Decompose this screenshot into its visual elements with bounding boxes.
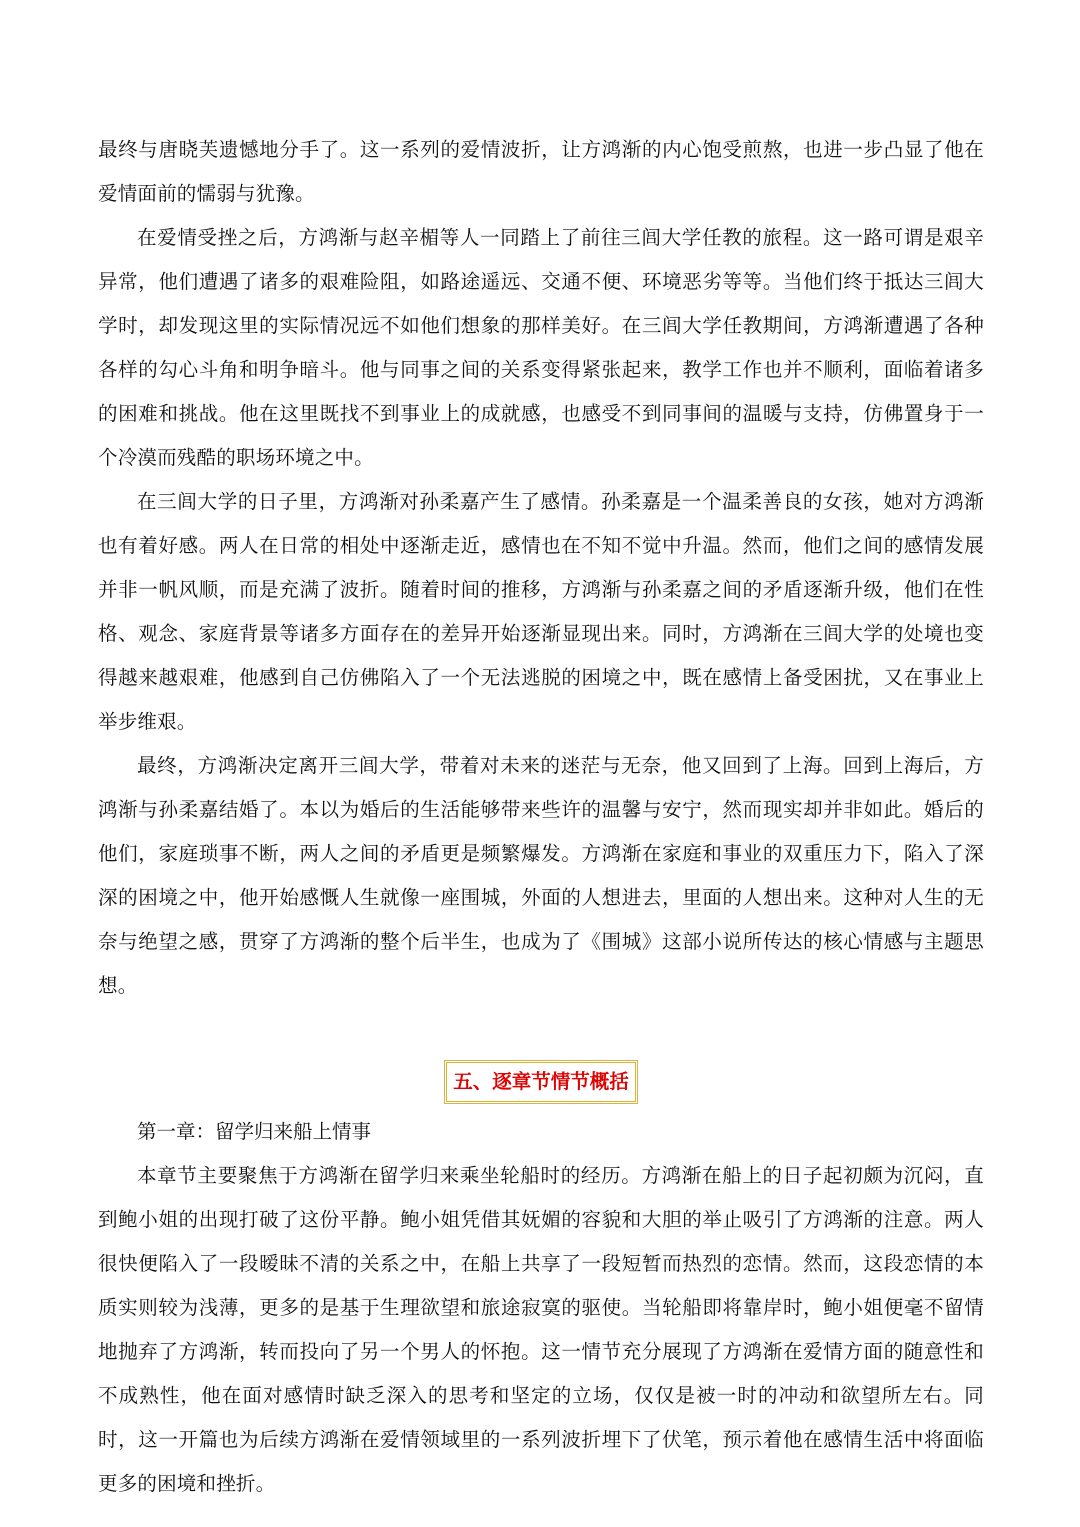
paragraph: 在爱情受挫之后，方鸿渐与赵辛楣等人一同踏上了前往三闾大学任教的旅程。这一路可谓是艰辛异常，他们遭遇了诸多的艰难险阻，如路途遥远、交通不便、环境恶劣等等。当他们终于抵达三闾大学时，却发现这里的实际情况远不如他们想象的那样美好。在三闾大学任教期间，方鸿渐遭遇了各种各样的勾心斗角和明争暗斗。他与同事之间的关系变得紧张起来，教学工作也并不顺利，面临着诸多的困难和挑战。他在这里既找不到事业上的成就感，也感受不到同事间的温暖与支持，仿佛置身于一个冷漠而残酷的职场环境之中。 bbox=[98, 226, 984, 469]
document-page bbox=[98, 128, 984, 1506]
section-heading: 五、逐章节情节概括 bbox=[444, 1060, 638, 1104]
chapter-title: 第一章：留学归来船上情事 bbox=[137, 1120, 372, 1143]
chapter-paragraph: 本章节主要聚焦于方鸿渐在留学归来乘坐轮船时的经历。方鸿渐在船上的日子起初颇为沉闷，直到鲍小姐的出现打破了这份平静。鲍小姐凭借其妩媚的容貌和大胆的举止吸引了方鸿渐的注意。两人很快便陷入了一段暧昧不清的关系之中，在船上共享了一段短暂而热烈的恋情。然而，这段恋情的本质实则较为浅薄，更多的是基于生理欲望和旅途寂寞的驱使。当轮船即将靠岸时，鲍小姐便毫不留情地抛弃了方鸿渐，转而投向了另一个男人的怀抱。这一情节充分展现了方鸿渐在爱情方面的随意性和不成熟性，他在面对感情时缺乏深入的思考和坚定的立场，仅仅是被一时的冲动和欲望所左右。同时，这一开篇也为后续方鸿渐在爱情领域里的一系列波折埋下了伏笔，预示着他在感情生活中将面临更多的困境和挫折。 bbox=[98, 1164, 984, 1495]
paragraph: 最终，方鸿渐决定离开三闾大学，带着对未来的迷茫与无奈，他又回到了上海。回到上海后，方鸿渐与孙柔嘉结婚了。本以为婚后的生活能够带来些许的温馨与安宁，然而现实却并非如此。婚后的他们，家庭琐事不断，两人之间的矛盾更是频繁爆发。方鸿渐在家庭和事业的双重压力下，陷入了深深的困境之中，他开始感慨人生就像一座围城，外面的人想进去，里面的人想出来。这种对人生的无奈与绝望之感，贯穿了方鸿渐的整个后半生，也成为了《围城》这部小说所传达的核心情感与主题思想。 bbox=[98, 754, 984, 997]
paragraph-continuation: 最终与唐晓芙遗憾地分手了。这一系列的爱情波折，让方鸿渐的内心饱受煎熬，也进一步凸显了他在爱情面前的懦弱与犹豫。 bbox=[98, 138, 984, 205]
section-spacer bbox=[98, 1008, 984, 1052]
section-heading-wrap bbox=[98, 1060, 984, 1104]
paragraph: 在三闾大学的日子里，方鸿渐对孙柔嘉产生了感情。孙柔嘉是一个温柔善良的女孩，她对方鸿渐也有着好感。两人在日常的相处中逐渐走近，感情也在不知不觉中升温。然而，他们之间的感情发展并非一帆风顺，而是充满了波折。随着时间的推移，方鸿渐与孙柔嘉之间的矛盾逐渐升级，他们在性格、观念、家庭背景等诸多方面存在的差异开始逐渐显现出来。同时，方鸿渐在三闾大学的处境也变得越来越艰难，他感到自己仿佛陷入了一个无法逃脱的困境之中，既在感情上备受困扰，又在事业上举步维艰。 bbox=[98, 490, 984, 733]
